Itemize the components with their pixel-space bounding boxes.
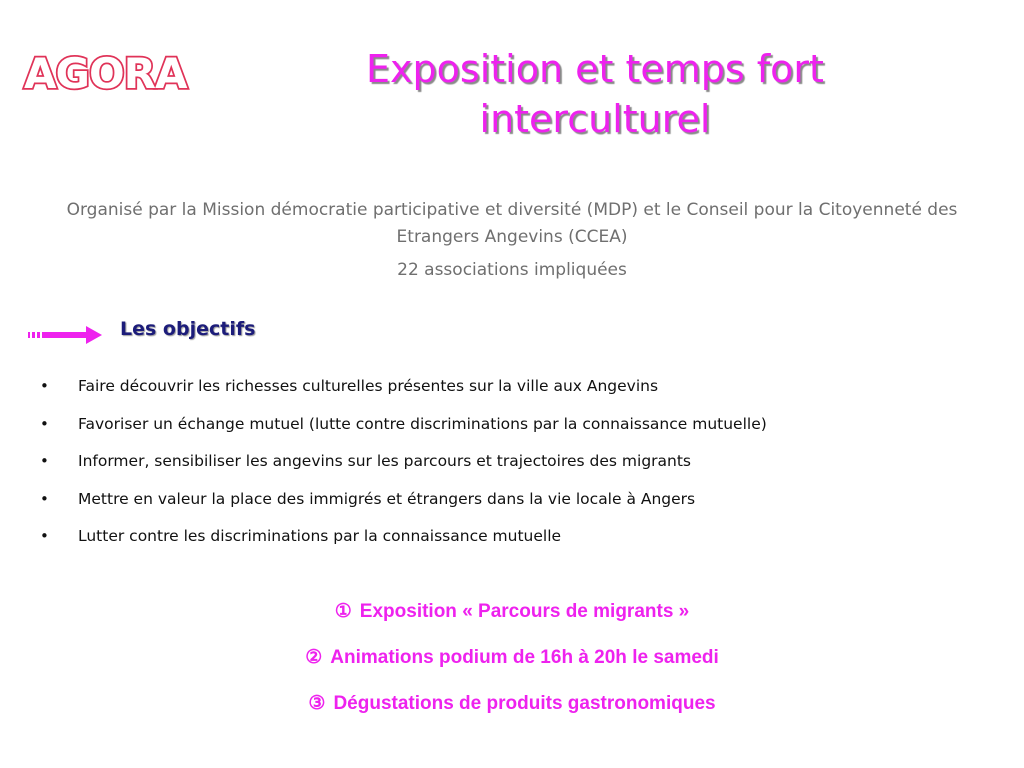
logo-text: AGORA <box>24 49 187 98</box>
objectives-list <box>40 372 1000 560</box>
associations-count: 22 associations impliquées <box>397 260 627 280</box>
list-item <box>40 372 1000 410</box>
bullet-icon: • <box>40 527 49 545</box>
list-item <box>40 447 1000 485</box>
bullet-icon: • <box>40 377 49 395</box>
list-item-text: Informer, sensibiliser les angevins sur les parcours et trajectoires des migrants <box>78 452 692 470</box>
title-line-2: interculturel <box>479 97 711 141</box>
highlight-exposition <box>0 597 1024 643</box>
organizer-text: Organisé par la Mission démocratie participative et diversité (MDP) et le Conseil pour la Citoyenneté des Etrangers Angevins (CCEA) <box>66 200 958 247</box>
highlight-text: Dégustations de produits gastronomiques <box>333 693 716 714</box>
list-item-text: Mettre en valeur la place des immigrés et étrangers dans la vie locale à Angers <box>78 489 696 508</box>
page-title <box>300 44 890 144</box>
list-item <box>40 522 1000 560</box>
arrow-right-icon <box>28 324 108 350</box>
title-line-1: Exposition et temps fort <box>366 47 824 91</box>
list-item-text: Favoriser un échange mutuel (lutte contre discriminations par la connaissance mutuelle) <box>78 414 767 433</box>
number-2-icon: ② <box>305 647 323 668</box>
highlight-degustations <box>0 689 1024 735</box>
list-item <box>40 410 1000 448</box>
list-item-text: Faire découvrir les richesses culturelles présentes sur la ville aux Angevins <box>78 377 659 395</box>
highlight-text: Exposition « Parcours de migrants » <box>359 601 690 622</box>
number-1-icon: ① <box>334 601 352 622</box>
bullet-icon: • <box>40 452 49 470</box>
number-3-icon: ③ <box>308 693 326 714</box>
bullet-icon: • <box>40 489 49 508</box>
highlights-block <box>0 597 1024 735</box>
highlight-animations <box>0 643 1024 689</box>
list-item-text: Lutter contre les discriminations par la connaissance mutuelle <box>78 527 562 545</box>
agora-logo-graphic <box>20 44 204 100</box>
objectives-title: Les objectifs <box>120 318 256 340</box>
subtitle-block <box>30 197 994 284</box>
list-item <box>40 485 1000 523</box>
highlight-text: Animations podium de 16h à 20h le samedi <box>330 647 719 668</box>
bullet-icon: • <box>40 414 49 433</box>
agora-logo <box>20 44 204 100</box>
objectives-heading <box>28 318 428 348</box>
